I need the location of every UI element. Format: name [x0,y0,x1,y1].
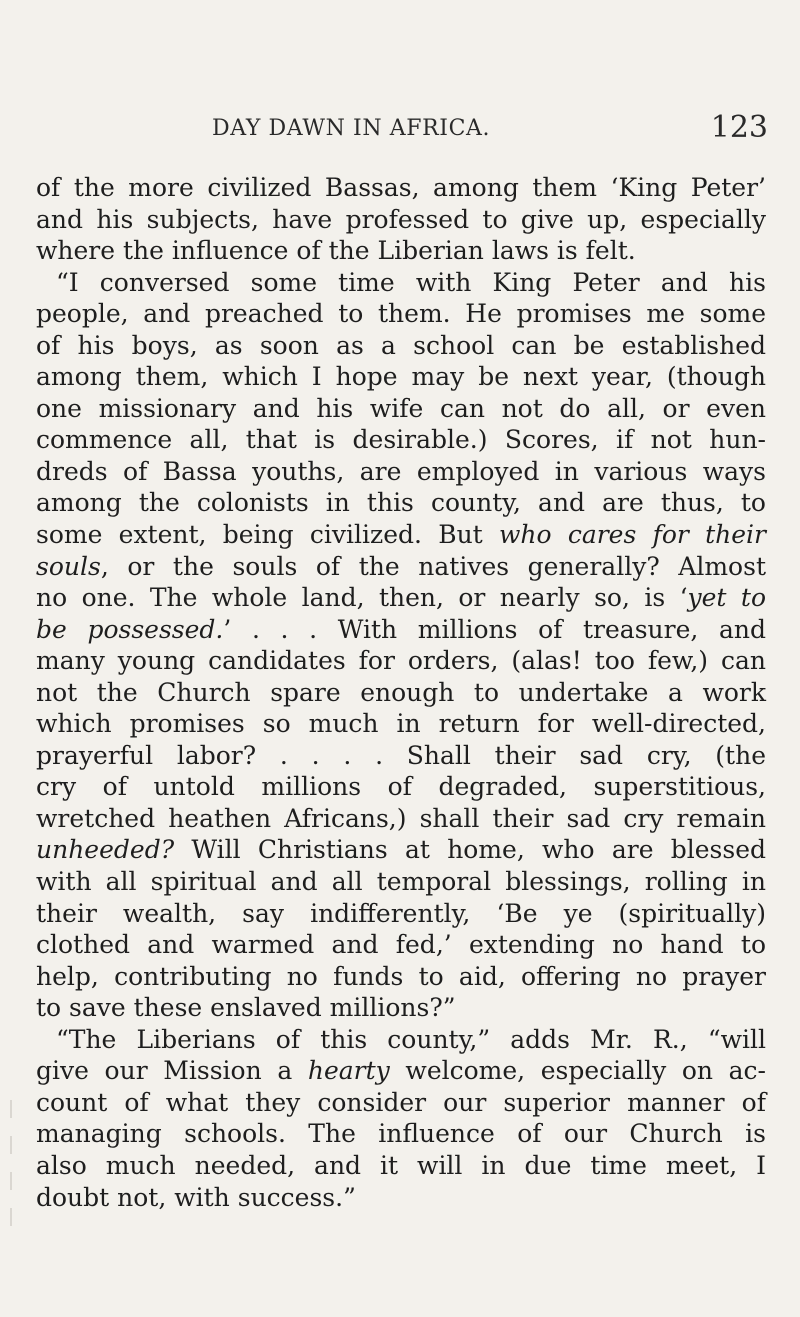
text-run: managing schools. The influence of our Church is [36,1119,766,1149]
margin-mark [0,1172,12,1190]
text-run: help, contributing no funds to aid, offering no prayer [36,961,766,991]
text-run: which promises so much in return for well-directed, [36,709,766,739]
text-line [36,1055,766,1087]
italic-text: yet to [687,583,766,613]
text-run: welcome, especially on ac- [389,1056,766,1086]
text-line [36,582,766,614]
text-run: commence all, that is desirable.) Scores, if not hun- [36,425,766,455]
text-line [36,1087,766,1119]
text-line [36,519,766,551]
text-run: prayerful labor? . . . . Shall their sad cry, (the [36,740,766,770]
body-text [36,172,766,1213]
text-line [36,424,766,456]
text-run: where the influence of the Liberian laws is felt. [36,236,636,266]
text-run: “The Liberians of this county,” adds Mr. R., “will [56,1024,766,1054]
text-line [36,614,766,646]
text-run: among the colonists in this county, and are thus, to [36,488,766,518]
text-line [36,1150,766,1182]
text-line [36,645,766,677]
text-line [36,361,766,393]
text-run: many young candidates for orders, (alas! too few,) can [36,646,766,676]
text-run: clothed and warmed and fed,’ extending no hand to [36,930,766,960]
text-line [36,267,766,299]
text-line [36,393,766,425]
italic-text: hearty [307,1056,390,1086]
margin-mark [0,1136,12,1154]
text-line [36,235,766,267]
text-line [36,677,766,709]
text-line [36,1024,766,1056]
page-number: 123 [710,110,768,145]
text-run: doubt not, with success.” [36,1182,356,1212]
running-head [0,110,800,146]
italic-text: be possessed. [36,614,224,644]
text-line [36,1182,766,1214]
text-run: also much needed, and it will in due time meet, I [36,1150,766,1180]
text-run: to save these enslaved millions?” [36,993,456,1023]
bleed-through-marks [0,1100,14,1250]
italic-text: who cares for their [499,520,766,550]
text-run: wretched heathen Africans,) shall their sad cry remain [36,803,766,833]
text-line [36,551,766,583]
text-line [36,487,766,519]
text-run: with all spiritual and all temporal blessings, rolling in [36,867,766,897]
text-run: ’ . . . With millions of treasure, and [223,614,766,644]
text-run: their wealth, say indifferently, ‘Be ye (spiritually) [36,898,766,928]
text-line [36,803,766,835]
text-line [36,834,766,866]
text-line [36,330,766,362]
text-line [36,1118,766,1150]
text-line [36,456,766,488]
text-line [36,740,766,772]
italic-text: souls [36,551,101,581]
text-line [36,172,766,204]
text-run: dreds of Bassa youths, are employed in various ways [36,456,766,486]
text-line [36,866,766,898]
text-line [36,708,766,740]
text-run: and his subjects, have professed to give up, especially [36,204,766,234]
text-run: among them, which I hope may be next year, (though [36,362,766,392]
text-run: “I conversed some time with King Peter and his [56,267,766,297]
text-run: some extent, being civilized. But [36,520,499,550]
text-line [36,298,766,330]
text-run: not the Church spare enough to undertake a work [36,677,766,707]
text-run: give our Mission a [36,1056,308,1086]
text-run: no one. The whole land, then, or nearly so, is ‘ [36,583,688,613]
text-run: , or the souls of the natives generally? Almost [100,551,766,581]
text-line [36,929,766,961]
margin-mark [0,1208,12,1226]
text-line [36,992,766,1024]
text-line [36,204,766,236]
text-run: count of what they consider our superior manner of [36,1087,766,1117]
text-line [36,898,766,930]
text-line [36,771,766,803]
text-run: of his boys, as soon as a school can be established [36,330,766,360]
running-title: DAY DAWN IN AFRICA. [212,116,491,141]
text-run: people, and preached to them. He promises me some [36,299,766,329]
text-line [36,961,766,993]
text-run: cry of untold millions of degraded, superstitious, [36,772,766,802]
italic-text: unheeded? [36,835,175,865]
text-run: one missionary and his wife can not do all, or even [36,393,766,423]
text-run: of the more civilized Bassas, among them ‘King Peter’ [36,173,766,202]
text-run: Will Christians at home, who are blessed [174,835,766,865]
margin-mark [0,1100,12,1118]
